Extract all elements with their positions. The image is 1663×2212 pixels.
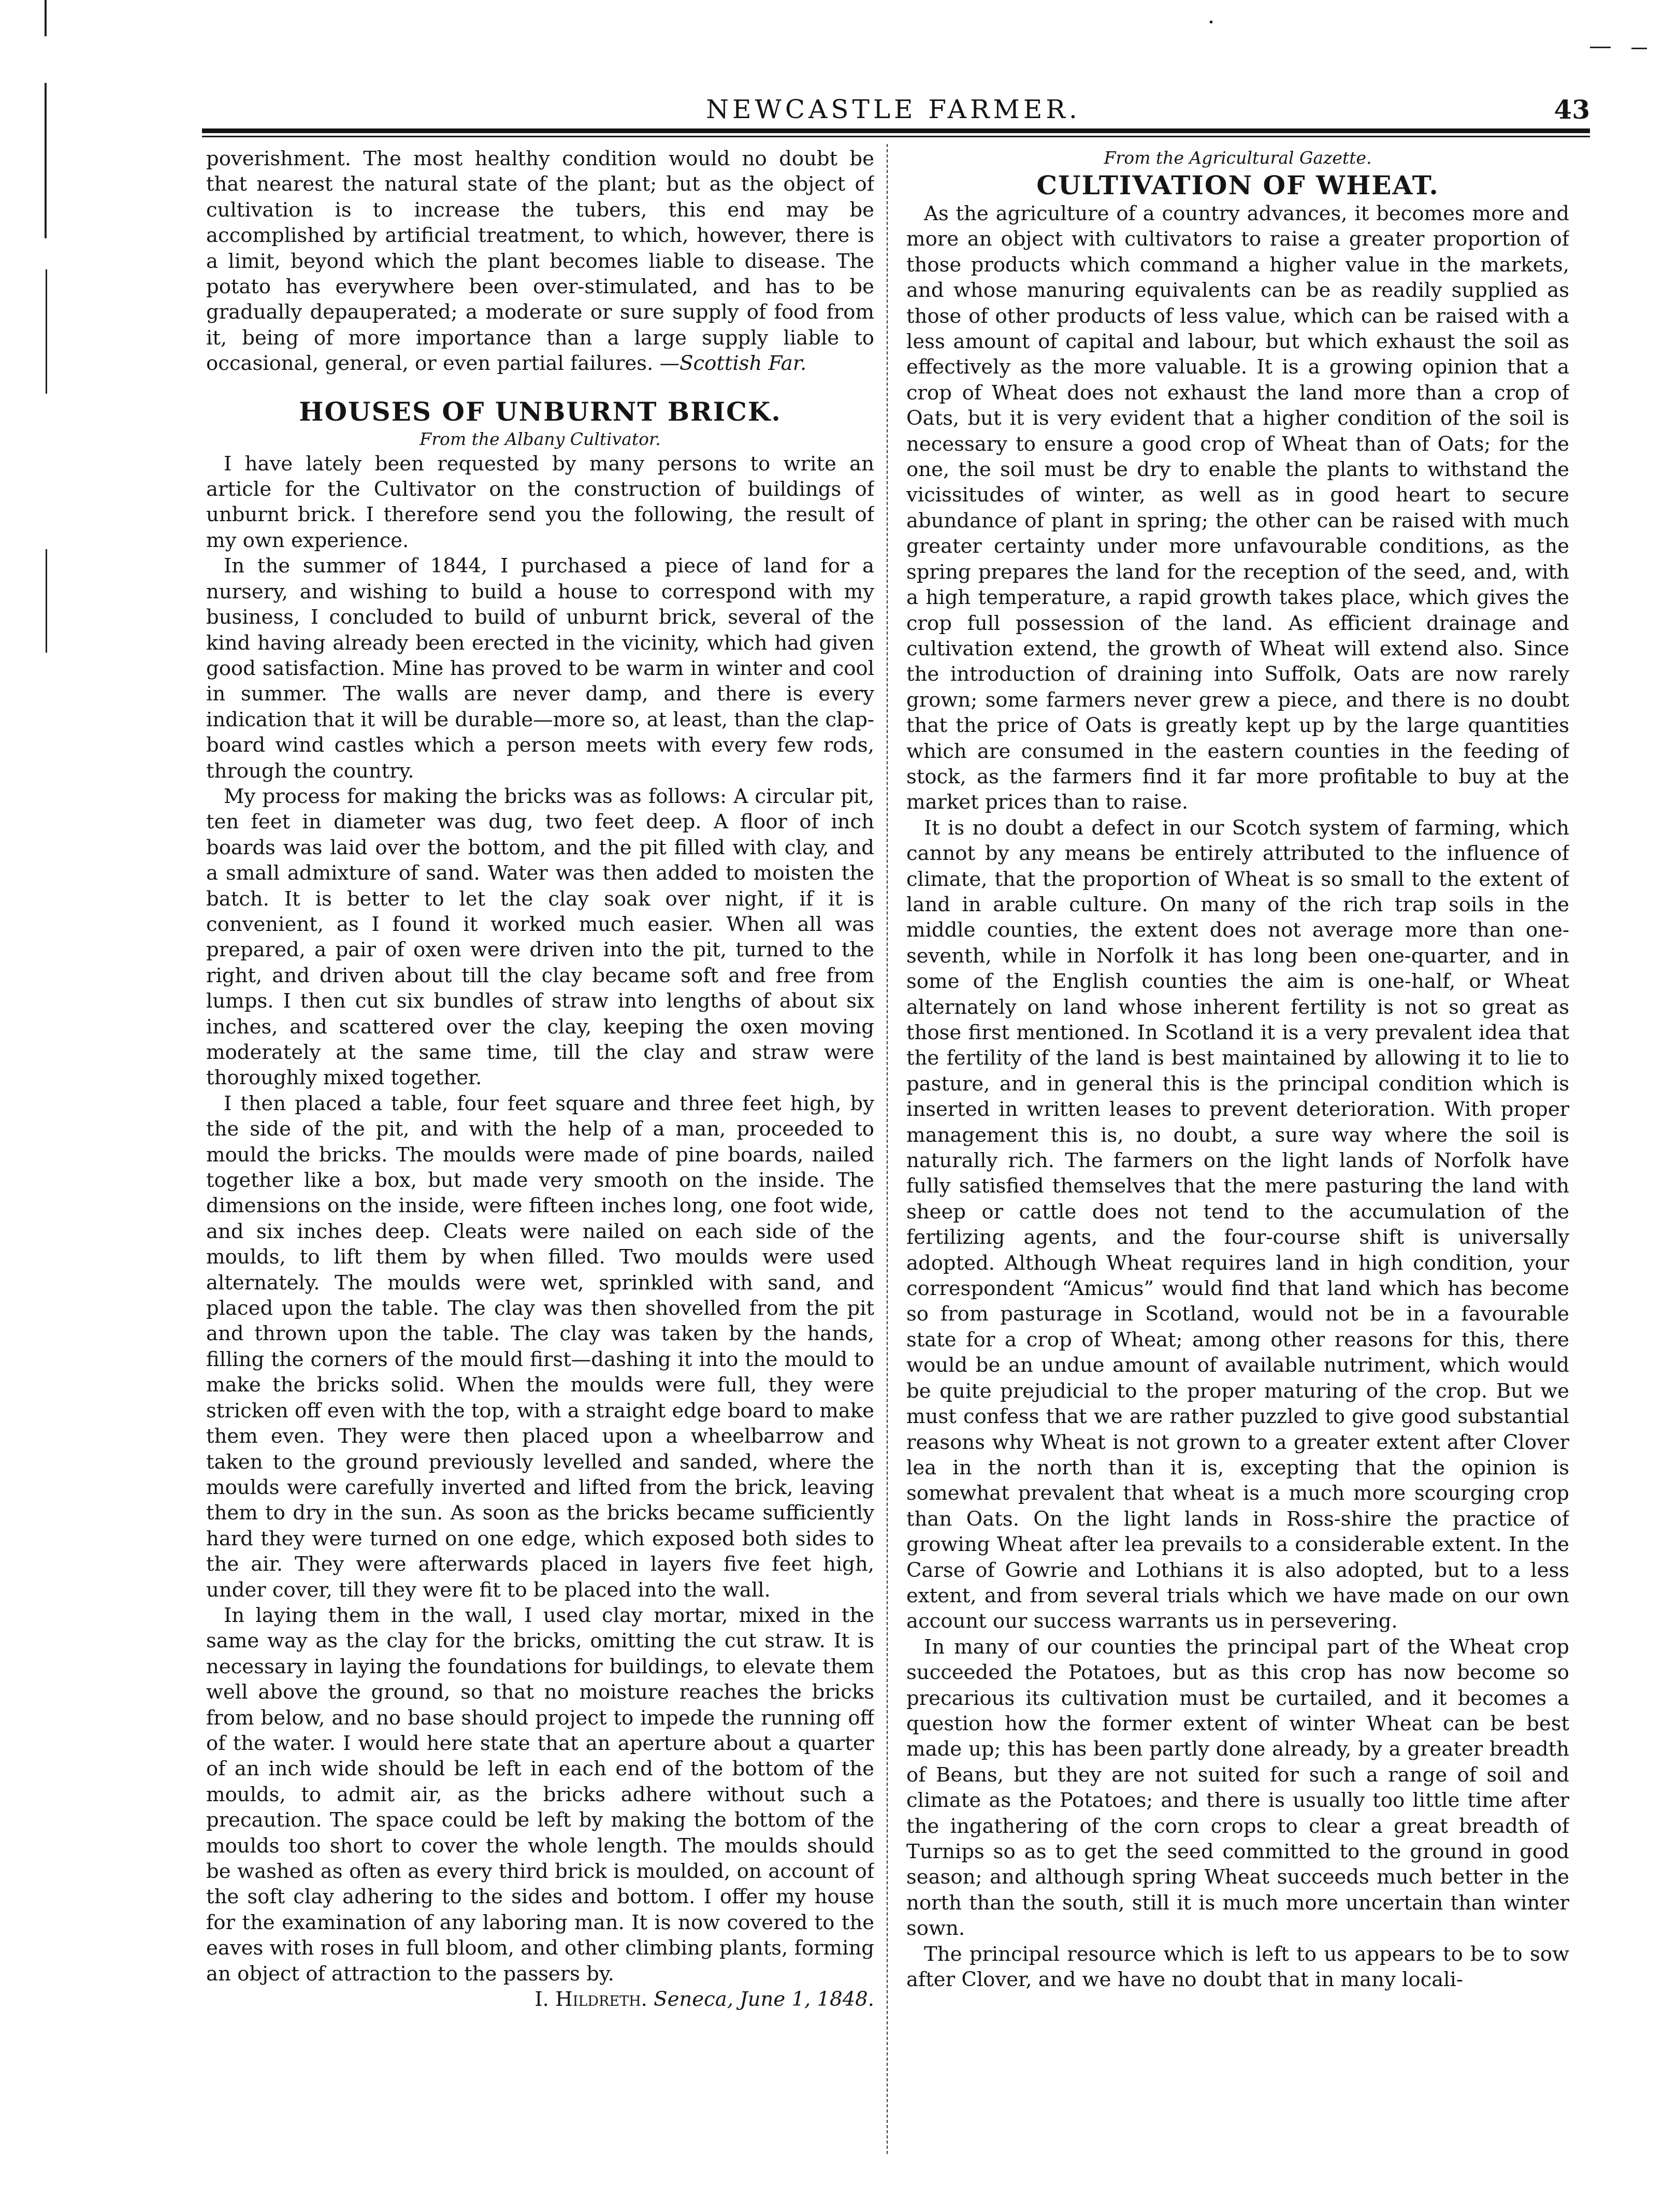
continued-article-text: poverishment. The most healthy condition would no doubt be that nearest the natural state of the plant; but as the object of cultivation is to increase the tubers, this end may be accomplished by artificial treatment, to which, however, there is a limit, beyond which the plant becomes liable to disease. The potato has everywhere been over-stimulated, and has to be gradually depauperated; a moderate or sure supply of food from it, being of more importance than a large supply liable to occasional, general, or even partial failures.: [206, 147, 874, 376]
scan-margin-mark: [46, 549, 47, 653]
header-rule-thick: [202, 128, 1590, 133]
signature-name: I. Hildreth.: [534, 1988, 647, 2012]
paragraph: The principal resource which is left to us appears to be to sow after Clover, and we have no doubt that in many locali-: [906, 1942, 1569, 1992]
paragraph: As the agriculture of a country advances, it becomes more and more an object with cultivators to raise a greater proportion of those products which command a higher value in the markets, and whose manuring equivalents can be as readily supplied as those of other products of less value, which can be raised with a less amount of capital and labour, but which exhaust the soil as effectively as the more valuable. It is a growing opinion that a crop of Wheat does not exhaust the land more than a crop of Oats, but it is very evident that a higher condition of the soil is necessary to ensure a good crop of Wheat than of Oats; for the one, the soil must be dry to enable the plants to withstand the vicissitudes of winter, as well as in good heart to secure abundance of plant in spring; the other can be raised with much greater certainty under more unfavourable conditions, as the spring prepares the land for the reception of the seed, and, with a high temperature, a rapid growth takes place, which gives the crop full possession of the land. As efficient drainage and cultivation extend, the growth of Wheat will extend also. Since the introduction of draining into Suffolk, Oats are now rarely grown; some farmers never grew a piece, and there is no doubt that the price of Oats is greatly kept up by the large quantities which are consumed in the eastern counties in the feeding of stock, as the farmers find it far more profitable to buy at the market prices than to raise.: [906, 202, 1569, 814]
paragraph: In laying them in the wall, I used clay mortar, mixed in the same way as the clay for the bricks, omitting the cut straw. It is necessary in laying the foundations for buildings, to elevate them well above the ground, so that no moisture reaches the bricks from below, and no base should project to impede the running off of the water. I would here state that an aperture about a quarter of an inch wide should be left in each end of the bottom of the moulds, to admit air, as the bricks adhere without such a precaution. The space could be left by making the bottom of the moulds too short to cover the whole length. The moulds should be washed as often as every third brick is moulded, on account of the soft clay adhering to the sides and bottom. I offer my house for the examination of any laboring man. It is now covered to the eaves with roses in full bloom, and other climbing plants, forming an object of attraction to the passers by.: [206, 1603, 874, 1986]
scan-margin-mark: [1631, 48, 1647, 49]
article-title-wheat: CULTIVATION OF WHEAT.: [1036, 170, 1439, 200]
scan-margin-mark: [1210, 21, 1212, 23]
signature-place: Seneca, June 1, 1848.: [654, 1988, 874, 2012]
paragraph: In the summer of 1844, I purchased a piece of land for a nursery, and wishing to build a house to correspond with my business, I concluded to build of unburnt brick, several of the kind having already been erected in the vicinity, which had given good satisfaction. Mine has proved to be warm in winter and cool in summer. The walls are never damp, and there is every indication that it will be durable—more so, at least, than the clap-board wind castles which a person meets with every few rods, through the country.: [206, 554, 874, 783]
article-title-unburnt-brick: HOUSES OF UNBURNT BRICK.: [299, 396, 782, 427]
paragraph: In many of our counties the principal part of the Wheat crop succeeded the Potatoes, but as this crop has now become so precarious its cultivation must be curtailed, and it becomes a question how the former extent of winter Wheat can be best made up; this has been partly done already, by a greater breadth of Beans, but they are not suited for such a range of soil and climate as the Potatoes; and there is usually too little time after the ingathering of the corn crops to clear a great breadth of Turnips so as to get the seed committed to the ground in good season; and although spring Wheat succeeds much better in the north than the south, still it is much more uncertain than winter sown.: [906, 1635, 1569, 1941]
paragraph: My process for making the bricks was as follows: A circular pit, ten feet in diameter was dug, two feet deep. A floor of inch boards was laid over the bottom, and the pit filled with clay, and a small admixture of sand. Water was then added to moisten the batch. It is better to let the clay soak over night, if it is convenient, as I found it worked much easier. When all was prepared, a pair of oxen were driven into the pit, turned to the right, and driven about till the clay became soft and free from lumps. I then cut six bundles of straw into lengths of about six inches, and scattered over the clay, keeping the oxen moving moderately at the same time, till the clay and straw were thoroughly mixed together.: [206, 784, 874, 1090]
continued-article-source: —Scottish Far.: [659, 352, 807, 376]
scan-margin-mark: [46, 269, 47, 394]
page-number: 43: [1554, 94, 1590, 125]
paragraph: I have lately been requested by many persons to write an article for the Cultivator on the construction of buildings of unburnt brick. I therefore send you the following, the result of my own experience.: [206, 452, 874, 552]
article-source-wheat: From the Agricultural Gazette.: [1104, 148, 1372, 168]
article-source-unburnt-brick: From the Albany Cultivator.: [420, 428, 661, 449]
header-rule-thin: [202, 136, 1590, 137]
running-head: NEWCASTLE FARMER.: [706, 94, 1081, 124]
scan-margin-mark: [45, 83, 47, 238]
scan-margin-mark: [45, 0, 47, 36]
continued-article: [206, 146, 874, 377]
right-column: [906, 146, 1569, 2156]
page-header: [197, 94, 1590, 125]
column-divider: [887, 144, 889, 2154]
left-column: [206, 146, 874, 2156]
paragraph: I then placed a table, four feet square and three feet high, by the side of the pit, and with the help of a man, proceeded to mould the bricks. The moulds were made of pine boards, nailed together like a box, but made very smooth on the inside. The dimensions on the inside, were fifteen inches long, one foot wide, and six inches deep. Cleats were nailed on each side of the moulds, to lift them by when filled. Two moulds were used alternately. The moulds were wet, sprinkled with sand, and placed upon the table. The clay was then shovelled from the pit and thrown upon the table. The clay was taken by the hands, filling the corners of the mould first—dashing it into the mould to make the bricks solid. When the moulds were full, they were stricken off even with the top, with a straight edge board to make them even. They were then placed upon a wheelbarrow and taken to the ground previously levelled and sanded, where the moulds were carefully inverted and lifted from the brick, leaving them to dry in the sun. As soon as the bricks became sufficiently hard they were turned on one edge, which exposed both sides to the air. They were afterwards placed in layers five feet high, under cover, till they were fit to be placed into the wall.: [206, 1091, 874, 1602]
article-signature: [206, 1987, 874, 2012]
paragraph: It is no doubt a defect in our Scotch system of farming, which cannot by any means be entirely attributed to the influence of climate, that the proportion of Wheat is so small to the extent of land in arable culture. On many of the rich trap soils in the middle counties, the extent does not average more than one-seventh, while in Norfolk it has long been one-quarter, and in some of the English counties the aim is one-half, or Wheat alternately on land whose inherent fertility is not so great as those first mentioned. In Scotland it is a very prevalent idea that the fertility of the land is best maintained by allowing it to lie to pasture, and in general this is the principal condition which is inserted in written leases to prevent deterioration. With proper management this is, no doubt, a sure way where the soil is naturally rich. The farmers on the light lands of Norfolk have fully satisfied themselves that the mere pasturing the land with sheep or cattle does not tend to the accumulation of the fertilizing agents, and the four-course shift is universally adopted. Although Wheat requires land in high condition, your correspondent “Amicus” would find that land which has become so from pasturage in Scotland, would not be in a favourable state for a crop of Wheat; among other reasons for this, there would be an undue amount of available nutriment, which would be quite prejudicial to the proper maturing of the crop. But we must confess that we are rather puzzled to give good substantial reasons why Wheat is not grown to a greater extent after Clover lea in the north than it is, excepting that the opinion is somewhat prevalent that wheat is a much more scourging crop than Oats. On the light lands in Ross-shire the practice of growing Wheat after lea prevails to a considerable extent. In the Carse of Gowrie and Lothians it is also adopted, but to a less extent, and from several trials which we have made on our own account our success warrants us in persevering.: [906, 816, 1569, 1633]
scan-margin-mark: [1590, 47, 1611, 48]
